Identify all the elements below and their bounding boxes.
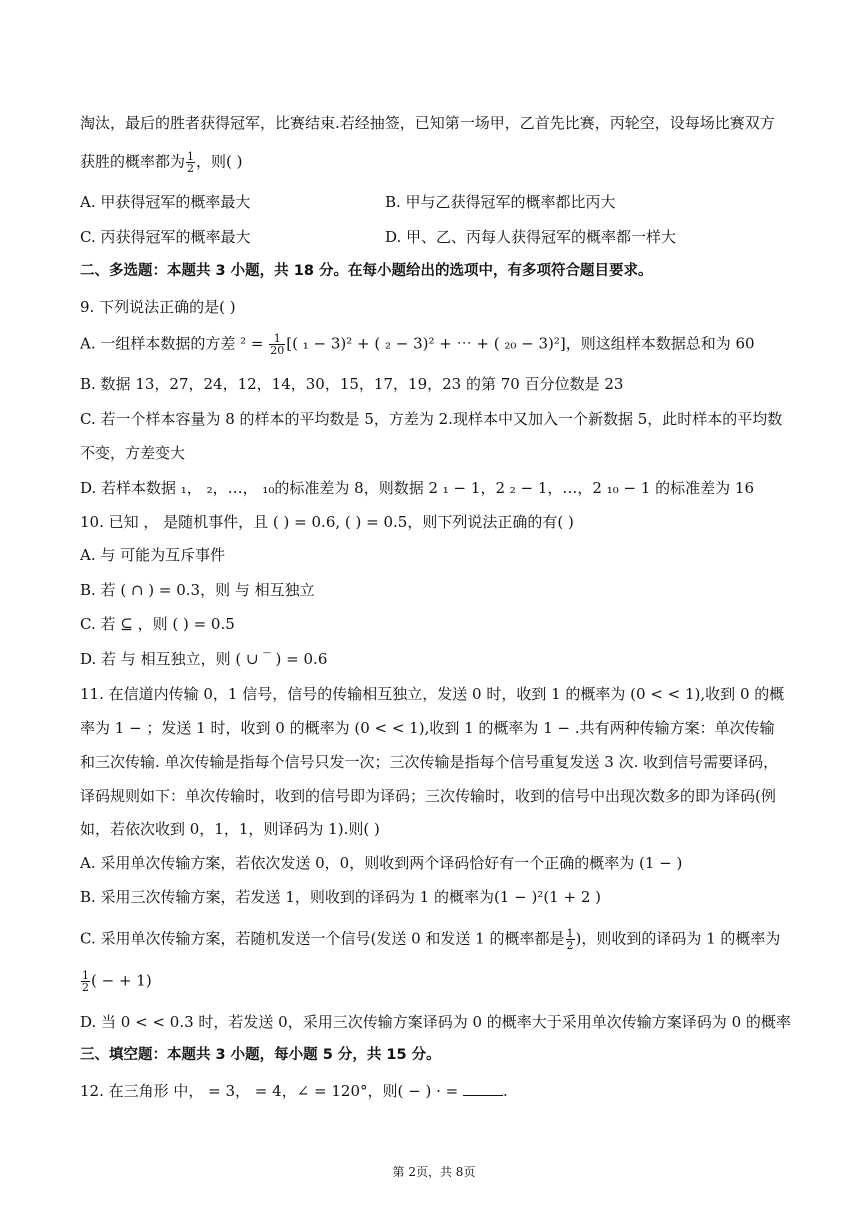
- q8-stem-line2: [80, 151, 243, 174]
- q10-option-c: C. 若 ⊆ ，则 ( ) = 0.5: [80, 615, 235, 633]
- q8-option-a: A. 甲获得冠军的概率最大: [80, 193, 251, 211]
- q8-stem-tail: ，则( ): [196, 152, 243, 171]
- q11-stem-line1: 11. 在信道内传输 0，1 信号，信号的传输相互独立，发送 0 时，收到 1 的概率为 (0 < < 1),收到 0 的概: [80, 685, 785, 703]
- q9-option-c-line1: C. 若一个样本容量为 8 的样本的平均数是 5，方差为 2.现样本中又加入一个新数据 5，此时样本的平均数: [80, 410, 783, 428]
- q11-stem-line5: 如，若依次收到 0，1，1，则译码为 1).则( ): [80, 820, 380, 838]
- q12-stem: 12. 在三角形 中， = 3， = 4，∠ = 120°，则( − ) · = .: [80, 1082, 508, 1100]
- q11-stem-line4: 译码规则如下：单次传输时，收到的信号即为译码；三次传输时，收到的信号中出现次数多的即为译码(例: [80, 787, 776, 805]
- q9-option-d: D. 若样本数据 ₁， ₂，…， ₁₀的标准差为 8，则数据 2 ₁ − 1，2 ₂ − 1，…，2 ₁₀ − 1 的标准差为 16: [80, 479, 755, 497]
- q10-option-d: D. 若 与 相互独立，则 ( ∪ ‾ ) = 0.6: [80, 650, 328, 668]
- q10-option-a: A. 与 可能为互斥事件: [80, 546, 226, 564]
- q11-option-c-line2: $\frac{1}{2}$ ( − + 1): [82, 969, 152, 994]
- q9-option-c-line2: 不变，方差变大: [80, 444, 186, 462]
- q8-option-c: C. 丙获得冠军的概率最大: [80, 228, 251, 246]
- q10-option-b: B. 若 ( ∩ ) = 0.3，则 与 相互独立: [80, 581, 315, 599]
- answer-blank: [463, 1081, 503, 1096]
- section-heading-fill-in: 三、填空题：本题共 3 小题，每小题 5 分，共 15 分。: [80, 1047, 441, 1063]
- q8-stem-text: 获胜的概率都为: [80, 152, 186, 171]
- page-footer: 第 2页，共 8页: [392, 1165, 476, 1179]
- q8-stem-line1: 淘汰，最后的胜者获得冠军，比赛结束.若经抽签，已知第一场甲，乙首先比赛，丙轮空，设每场比赛双方: [80, 114, 775, 132]
- q9-fraction: $\frac{1}{20}$: [270, 332, 285, 357]
- q11-stem-line2: 率为 1 − ；发送 1 时，收到 0 的概率为 (0 < < 1),收到 1 的概率为 1 − .共有两种传输方案：单次传输: [80, 719, 775, 737]
- q11-option-c-line1: C. 采用单次传输方案，若随机发送一个信号(发送 0 和发送 1 的概率都是 $\frac{1}{2}$ )，则收到的译码为 1 的概率为: [80, 927, 781, 952]
- q11-option-d: D. 当 0 < < 0.3 时，若发送 0，采用三次传输方案译码为 0 的概率大于采用单次传输方案译码为 0 的概率: [80, 1013, 791, 1031]
- q11-fraction: $\frac{1}{2}$: [566, 927, 574, 952]
- q11-option-a: A. 采用单次传输方案，若依次发送 0，0，则收到两个译码恰好有一个正确的概率为 (1 − ): [80, 854, 683, 872]
- q10-stem: 10. 已知 ， 是随机事件，且 ( ) = 0.6, ( ) = 0.5，则下列说法正确的有( ): [80, 513, 574, 531]
- q11-fraction-half: $\frac{1}{2}$: [82, 969, 89, 994]
- q11-stem-line3: 和三次传输. 单次传输是指每个信号只发一次；三次传输是指每个信号重复发送 3 次. 收到信号需要译码，: [80, 753, 779, 771]
- q8-option-b: B. 甲与乙获得冠军的概率都比丙大: [385, 193, 616, 211]
- q9-stem: 9. 下列说法正确的是( ): [80, 298, 236, 316]
- q11-option-b: B. 采用三次传输方案，若发送 1，则收到的译码为 1 的概率为(1 − )²(1 + 2 ): [80, 888, 601, 906]
- q9-option-a: A. 一组样本数据的方差 ² = $\frac{1}{20}$ [( ₁ − 3)² + ( ₂ − 3)² + ⋯ + ( ₂₀ − 3)²]，则这组样本数据总和为 60: [80, 332, 755, 357]
- q8-option-d: D. 甲、乙、丙每人获得冠军的概率都一样大: [385, 228, 677, 246]
- section-heading-multiple-choice: 二、多选题：本题共 3 小题，共 18 分。在每小题给出的选项中，有多项符合题目要求。: [80, 263, 653, 279]
- q8-fraction: $\frac{1}{2}$: [187, 150, 195, 175]
- q9-option-b: B. 数据 13，27，24，12，14，30，15，17，19，23 的第 70 百分位数是 23: [80, 375, 624, 393]
